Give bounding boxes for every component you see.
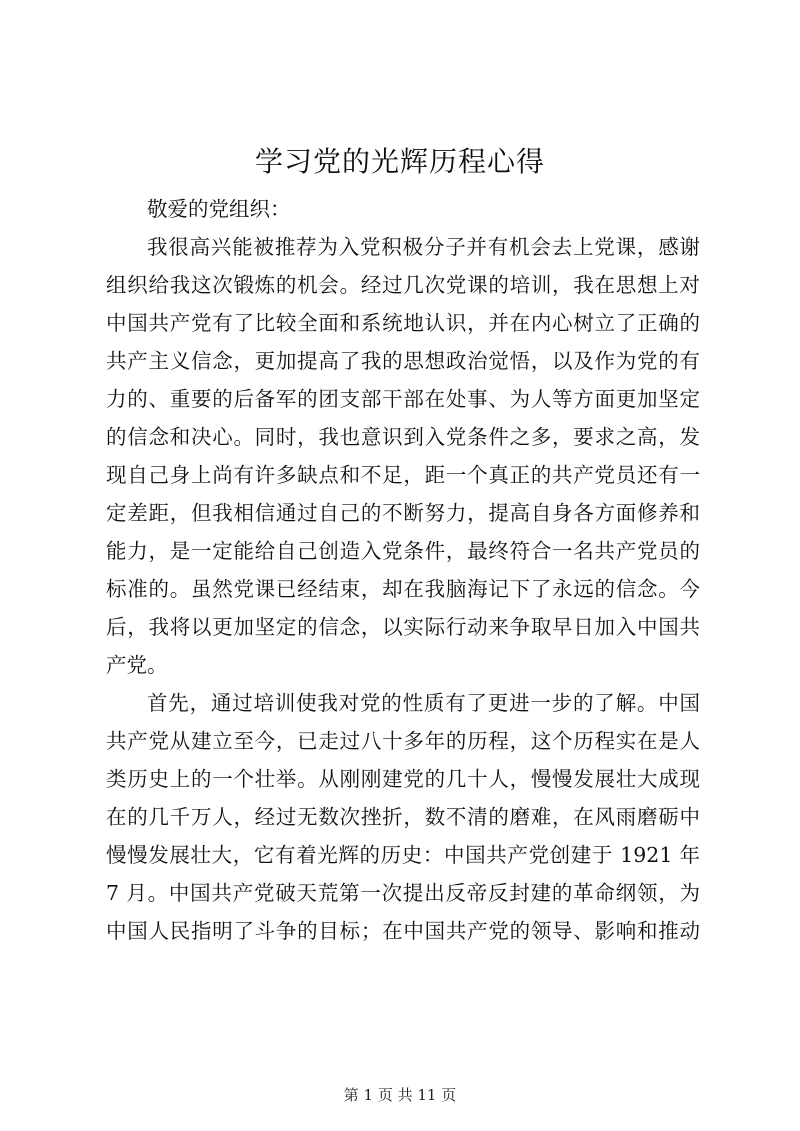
page-footer: 第 1 页 共 11 页 — [343, 1086, 457, 1104]
paragraph-line: 现自己身上尚有许多缺点和不足，距一个真正的共产党员还有一 — [106, 463, 700, 487]
paragraph-2 — [106, 684, 700, 950]
document-body — [106, 190, 700, 950]
paragraph-line: 标准的。虽然党课已经结束，却在我脑海记下了永远的信念。今 — [106, 577, 700, 601]
paragraph-line: 类历史上的一个壮举。从刚刚建党的几十人，慢慢发展壮大成现 — [106, 767, 700, 791]
paragraph-line: 的信念和决心。同时，我也意识到入党条件之多，要求之高，发 — [106, 425, 700, 449]
document-title: 学习党的光辉历程心得 — [254, 145, 545, 178]
paragraph-line: 力的、重要的后备军的团支部干部在处事、为人等方面更加坚定 — [106, 387, 700, 411]
paragraph-line: 我很高兴能被推荐为入党积极分子并有机会去上党课，感谢 — [147, 235, 700, 259]
paragraph-line: 定差距，但我相信通过自己的不断努力，提高自身各方面修养和 — [106, 501, 700, 525]
paragraph-line: 7 月。中国共产党破天荒第一次提出反帝反封建的革命纲领，为 — [106, 881, 700, 905]
salutation-line: 敬爱的党组织： — [147, 197, 291, 221]
paragraph-line: 组织给我这次锻炼的机会。经过几次党课的培训，我在思想上对 — [106, 273, 700, 297]
paragraph-1 — [106, 228, 700, 684]
paragraph-line: 中国人民指明了斗争的目标；在中国共产党的领导、影响和推动 — [106, 919, 700, 943]
paragraph-line: 首先，通过培训使我对党的性质有了更进一步的了解。中国 — [147, 691, 700, 715]
paragraph-line: 在的几千万人，经过无数次挫折，数不清的磨难，在风雨磨砺中 — [106, 805, 700, 829]
paragraph-line: 中国共产党有了比较全面和系统地认识，并在内心树立了正确的 — [106, 311, 700, 335]
paragraph-line: 慢慢发展壮大，它有着光辉的历史：中国共产党创建于 1921 年 — [106, 843, 700, 867]
paragraph-line: 共产主义信念，更加提高了我的思想政治觉悟，以及作为党的有 — [106, 349, 700, 373]
paragraph-line: 能力，是一定能给自己创造入党条件，最终符合一名共产党员的 — [106, 539, 700, 563]
paragraph-line: 产党。 — [106, 653, 168, 677]
paragraph-line: 后，我将以更加坚定的信念，以实际行动来争取早日加入中国共 — [106, 615, 700, 639]
paragraph-line: 共产党从建立至今，已走过八十多年的历程，这个历程实在是人 — [106, 729, 700, 753]
